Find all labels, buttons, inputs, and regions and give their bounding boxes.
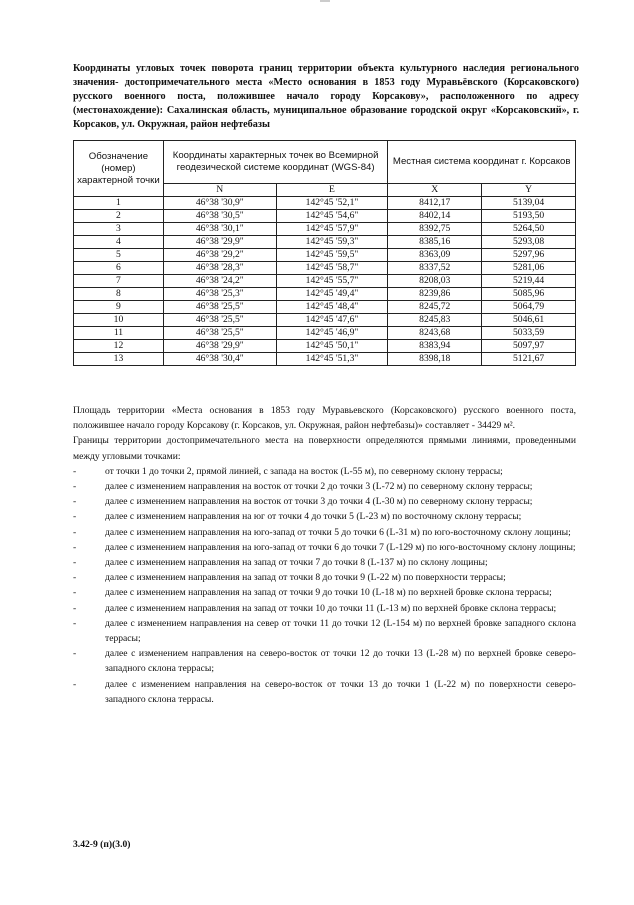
point-cell: 12	[74, 340, 164, 353]
point-cell: 6	[74, 262, 164, 275]
list-dash: -	[73, 648, 77, 660]
point-cell: 11	[74, 327, 164, 340]
n-cell: 46°38 '30,5"	[163, 210, 276, 223]
e-cell: 142°45 '59,3"	[276, 236, 388, 249]
list-dash: -	[73, 557, 77, 569]
table-row	[74, 236, 576, 249]
x-cell: 8383,94	[388, 340, 482, 353]
list-item	[73, 540, 576, 555]
list-item	[73, 555, 576, 570]
list-item	[73, 585, 576, 600]
y-cell: 5046,61	[482, 314, 576, 327]
point-cell: 13	[74, 353, 164, 366]
x-cell: 8402,14	[388, 210, 482, 223]
n-cell: 46°38 '29,9"	[163, 340, 276, 353]
border-list	[73, 464, 576, 707]
n-cell: 46°38 '29,2"	[163, 249, 276, 262]
table-row	[74, 210, 576, 223]
list-dash: -	[73, 602, 77, 614]
table-row	[74, 197, 576, 210]
x-cell: 8208,03	[388, 275, 482, 288]
list-dash: -	[73, 541, 77, 553]
table-row	[74, 249, 576, 262]
point-cell: 5	[74, 249, 164, 262]
header-local: Местная система координат г. Корсаков	[388, 141, 576, 184]
x-cell: 8363,09	[388, 249, 482, 262]
e-cell: 142°45 '55,7"	[276, 275, 388, 288]
borders-intro: Границы территории достопримечательного места на поверхности определяются прямыми линиями, проведенными между угловыми точками:	[73, 435, 576, 462]
e-cell: 142°45 '51,3"	[276, 353, 388, 366]
table-row	[74, 275, 576, 288]
list-item-text: далее с изменением направления на запад от точки 10 до точки 11 (L-13 м) по верхней бровке склона террасы;	[105, 602, 557, 614]
list-item-text: далее с изменением направления на запад от точки 9 до точки 10 (L-18 м) по верхней бровке склона террасы;	[105, 587, 552, 599]
e-cell: 142°45 '49,4"	[276, 288, 388, 301]
e-cell: 142°45 '54,6"	[276, 210, 388, 223]
col-e: E	[276, 184, 388, 197]
y-cell: 5033,59	[482, 327, 576, 340]
list-item	[73, 509, 576, 524]
y-cell: 5139,04	[482, 197, 576, 210]
e-cell: 142°45 '57,9"	[276, 223, 388, 236]
point-cell: 9	[74, 301, 164, 314]
header-wgs: Координаты характерных точек во Всемирной геодезической системе координат (WGS-84)	[163, 141, 387, 184]
n-cell: 46°38 '25,5"	[163, 314, 276, 327]
x-cell: 8245,72	[388, 301, 482, 314]
list-item-text: далее с изменением направления на запад от точки 8 до точки 9 (L-22 м) по поверхности террасы;	[105, 572, 506, 584]
table-row	[74, 223, 576, 236]
area-paragraph: Площадь территории «Места основания в 1853 году Муравьевского (Корсаковского) русского военного поста, положившее начало городу Корсакову (г. Корсаков, ул. Окружная, район нефтебазы)» составляет - 34429 м².	[73, 405, 576, 432]
y-cell: 5121,67	[482, 353, 576, 366]
list-item	[73, 525, 576, 540]
table-row	[74, 327, 576, 340]
document-heading: Координаты угловых точек поворота границ территории объекта культурного наследия регионального значения- достопримечательного места «Место основания в 1853 году Муравьёвского (Корсаковского) русского военного поста, положившее начало городу Корсакову», расположенного по адресу (местонахождение): Сахалинская область, муниципальное образование городской округ «Корсаковский», г. Корсаков, ул. Окружная, район нефтебазы	[73, 63, 579, 130]
list-item	[73, 570, 576, 585]
n-cell: 46°38 '25,5"	[163, 327, 276, 340]
list-item	[73, 601, 576, 616]
y-cell: 5193,50	[482, 210, 576, 223]
x-cell: 8239,86	[388, 288, 482, 301]
n-cell: 46°38 '25,3"	[163, 288, 276, 301]
point-cell: 3	[74, 223, 164, 236]
e-cell: 142°45 '46,9"	[276, 327, 388, 340]
table-body	[74, 197, 576, 366]
header-point: Обозначение (номер) характерной точки	[74, 141, 164, 197]
list-dash: -	[73, 481, 77, 493]
list-dash: -	[73, 617, 77, 629]
list-item	[73, 646, 576, 676]
scan-mark	[320, 0, 330, 2]
x-cell: 8392,75	[388, 223, 482, 236]
list-item-text: далее с изменением направления на юго-запад от точки 6 до точки 7 (L-129 м) по юго-восточному склону лощины;	[105, 541, 576, 553]
y-cell: 5219,44	[482, 275, 576, 288]
col-x: X	[388, 184, 482, 197]
list-item-text: далее с изменением направления на северо-восток от точки 12 до точки 13 (L-28 м) по верхней бровке северо-западного склона террасы;	[105, 648, 576, 675]
y-cell: 5097,97	[482, 340, 576, 353]
y-cell: 5281,06	[482, 262, 576, 275]
list-dash: -	[73, 526, 77, 538]
list-item-text: от точки 1 до точки 2, прямой линией, с запада на восток (L-55 м), по северному склону террасы;	[105, 465, 503, 477]
point-cell: 2	[74, 210, 164, 223]
e-cell: 142°45 '52,1"	[276, 197, 388, 210]
x-cell: 8243,68	[388, 327, 482, 340]
list-item-text: далее с изменением направления на юго-запад от точки 5 до точки 6 (L-31 м) по юго-восточному склону лощины;	[105, 526, 571, 538]
list-item-text: далее с изменением направления на запад от точки 7 до точки 8 (L-137 м) по склону лощины;	[105, 557, 488, 569]
col-n: N	[163, 184, 276, 197]
point-cell: 7	[74, 275, 164, 288]
n-cell: 46°38 '25,5"	[163, 301, 276, 314]
x-cell: 8385,16	[388, 236, 482, 249]
table-row	[74, 353, 576, 366]
list-item-text: далее с изменением направления на юг от точки 4 до точки 5 (L-23 м) по восточному склону террасы;	[105, 511, 522, 523]
point-cell: 10	[74, 314, 164, 327]
list-item-text: далее с изменением направления на северо-восток от точки 13 до точки 1 (L-22 м) по поверхности северо-западного склона террасы.	[105, 678, 576, 705]
y-cell: 5264,50	[482, 223, 576, 236]
list-dash: -	[73, 496, 77, 508]
e-cell: 142°45 '58,7"	[276, 262, 388, 275]
e-cell: 142°45 '50,1"	[276, 340, 388, 353]
document-code: 3.42-9 (п)(3.0)	[73, 839, 131, 850]
y-cell: 5085,96	[482, 288, 576, 301]
point-cell: 8	[74, 288, 164, 301]
n-cell: 46°38 '30,4"	[163, 353, 276, 366]
x-cell: 8337,52	[388, 262, 482, 275]
e-cell: 142°45 '48,4"	[276, 301, 388, 314]
list-dash: -	[73, 465, 77, 477]
table-row	[74, 314, 576, 327]
x-cell: 8412,17	[388, 197, 482, 210]
list-item	[73, 479, 576, 494]
x-cell: 8398,18	[388, 353, 482, 366]
y-cell: 5297,96	[482, 249, 576, 262]
list-item	[73, 616, 576, 646]
list-item-text: далее с изменением направления на восток от точки 2 до точки 3 (L-72 м) по северному склону террасы;	[105, 481, 533, 493]
table-row	[74, 340, 576, 353]
n-cell: 46°38 '29,9"	[163, 236, 276, 249]
list-dash: -	[73, 572, 77, 584]
list-item	[73, 464, 576, 479]
n-cell: 46°38 '30,1"	[163, 223, 276, 236]
list-item	[73, 677, 576, 707]
coordinates-table	[73, 140, 576, 366]
table-row	[74, 288, 576, 301]
y-cell: 5293,08	[482, 236, 576, 249]
col-y: Y	[482, 184, 576, 197]
list-dash: -	[73, 587, 77, 599]
table-row	[74, 262, 576, 275]
n-cell: 46°38 '30,9"	[163, 197, 276, 210]
list-item-text: далее с изменением направления на север от точки 11 до точки 12 (L-154 м) по верхней бровке западного склона террасы;	[105, 617, 576, 645]
n-cell: 46°38 '24,2"	[163, 275, 276, 288]
list-dash: -	[73, 511, 77, 523]
n-cell: 46°38 '28,3"	[163, 262, 276, 275]
list-dash: -	[73, 678, 77, 690]
point-cell: 4	[74, 236, 164, 249]
list-item-text: далее с изменением направления на восток от точки 3 до точки 4 (L-30 м) по северному склону террасы;	[105, 496, 533, 508]
body-text	[73, 403, 576, 707]
y-cell: 5064,79	[482, 301, 576, 314]
table-row	[74, 301, 576, 314]
e-cell: 142°45 '59,5"	[276, 249, 388, 262]
x-cell: 8245,83	[388, 314, 482, 327]
list-item	[73, 494, 576, 509]
e-cell: 142°45 '47,6"	[276, 314, 388, 327]
point-cell: 1	[74, 197, 164, 210]
